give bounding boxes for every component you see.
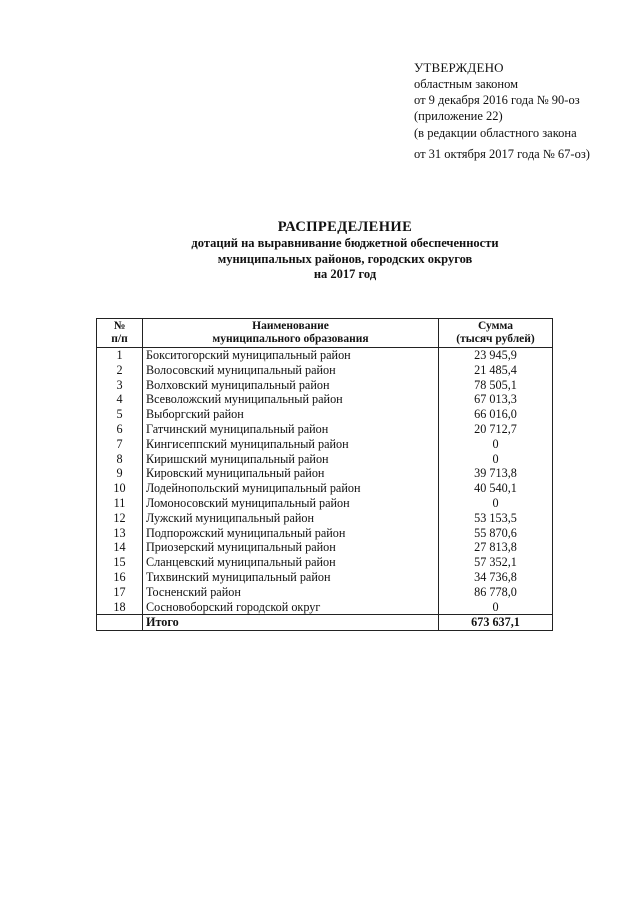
total-sum: 673 637,1 [439,615,553,631]
row-name: Тосненский район [143,585,439,600]
approval-line: (в редакции областного закона [414,126,577,140]
header-number: № п/п [97,319,143,348]
table-row [97,540,553,555]
row-sum: 86 778,0 [439,585,553,600]
row-number: 17 [97,585,143,600]
row-name: Кингисеппский муниципальный район [143,437,439,452]
table-row [97,348,553,363]
row-number: 15 [97,555,143,570]
row-name: Киришский муниципальный район [143,452,439,467]
table-row [97,407,553,422]
table-row [97,378,553,393]
row-name: Гатчинский муниципальный район [143,422,439,437]
distribution-table [96,318,553,631]
row-sum: 0 [439,452,553,467]
row-sum: 67 013,3 [439,392,553,407]
table-row [97,452,553,467]
row-name: Сосновоборский городской округ [143,600,439,615]
row-number: 16 [97,570,143,585]
approval-line: областным законом [414,77,519,91]
row-number: 13 [97,526,143,541]
row-sum: 40 540,1 [439,481,553,496]
row-sum: 57 352,1 [439,555,553,570]
row-sum: 21 485,4 [439,363,553,378]
row-name: Приозерский муниципальный район [143,540,439,555]
header-sum: Сумма (тысяч рублей) [439,319,553,348]
approval-line: УТВЕРЖДЕНО [414,60,504,75]
table-row [97,511,553,526]
row-number: 18 [97,600,143,615]
row-name: Бокситогорский муниципальный район [143,348,439,363]
row-name: Подпорожский муниципальный район [143,526,439,541]
row-sum: 20 712,7 [439,422,553,437]
row-number: 3 [97,378,143,393]
table-row [97,555,553,570]
row-name: Тихвинский муниципальный район [143,570,439,585]
row-name: Выборгский район [143,407,439,422]
table-total-row [97,615,553,631]
row-number: 5 [97,407,143,422]
row-name: Ломоносовский муниципальный район [143,496,439,511]
row-sum: 0 [439,496,553,511]
title-line: на 2017 год [313,267,377,281]
row-sum: 27 813,8 [439,540,553,555]
table-row [97,363,553,378]
table-row [97,526,553,541]
row-number: 1 [97,348,143,363]
approval-line: (приложение 22) [414,109,503,123]
row-number: 14 [97,540,143,555]
header-name: Наименование муниципального образования [143,319,439,348]
table-row [97,437,553,452]
total-number-cell [97,615,143,631]
row-number: 2 [97,363,143,378]
table-row [97,496,553,511]
row-sum: 39 713,8 [439,466,553,481]
row-number: 4 [97,392,143,407]
row-name: Волосовский муниципальный район [143,363,439,378]
title-line: муниципальных районов, городских округов [217,251,473,266]
row-sum: 0 [439,437,553,452]
row-number: 8 [97,452,143,467]
table-row [97,481,553,496]
table-row [97,422,553,437]
row-number: 10 [97,481,143,496]
row-number: 6 [97,422,143,437]
row-name: Всеволожский муниципальный район [143,392,439,407]
approval-line: от 9 декабря 2016 года № 90-оз [414,93,580,107]
table-row [97,585,553,600]
row-name: Волховский муниципальный район [143,378,439,393]
table-row [97,570,553,585]
row-name: Лодейнопольский муниципальный район [143,481,439,496]
document-title [0,218,640,283]
row-sum: 78 505,1 [439,378,553,393]
row-sum: 34 736,8 [439,570,553,585]
row-sum: 23 945,9 [439,348,553,363]
row-number: 12 [97,511,143,526]
row-sum: 0 [439,600,553,615]
table-row [97,600,553,615]
approval-stamp [414,60,634,162]
approval-line: от 31 октября 2017 года № 67-оз) [414,147,590,161]
row-name: Лужский муниципальный район [143,511,439,526]
title-heading: РАСПРЕДЕЛЕНИЕ [277,219,413,235]
title-line: дотаций на выравнивание бюджетной обеспеченности [191,236,499,250]
table-row [97,392,553,407]
row-number: 9 [97,466,143,481]
row-name: Сланцевский муниципальный район [143,555,439,570]
row-sum: 53 153,5 [439,511,553,526]
row-sum: 66 016,0 [439,407,553,422]
row-number: 11 [97,496,143,511]
table-header-row [97,319,553,348]
row-name: Кировский муниципальный район [143,466,439,481]
total-label: Итого [143,615,439,631]
row-number: 7 [97,437,143,452]
table-row [97,466,553,481]
row-sum: 55 870,6 [439,526,553,541]
